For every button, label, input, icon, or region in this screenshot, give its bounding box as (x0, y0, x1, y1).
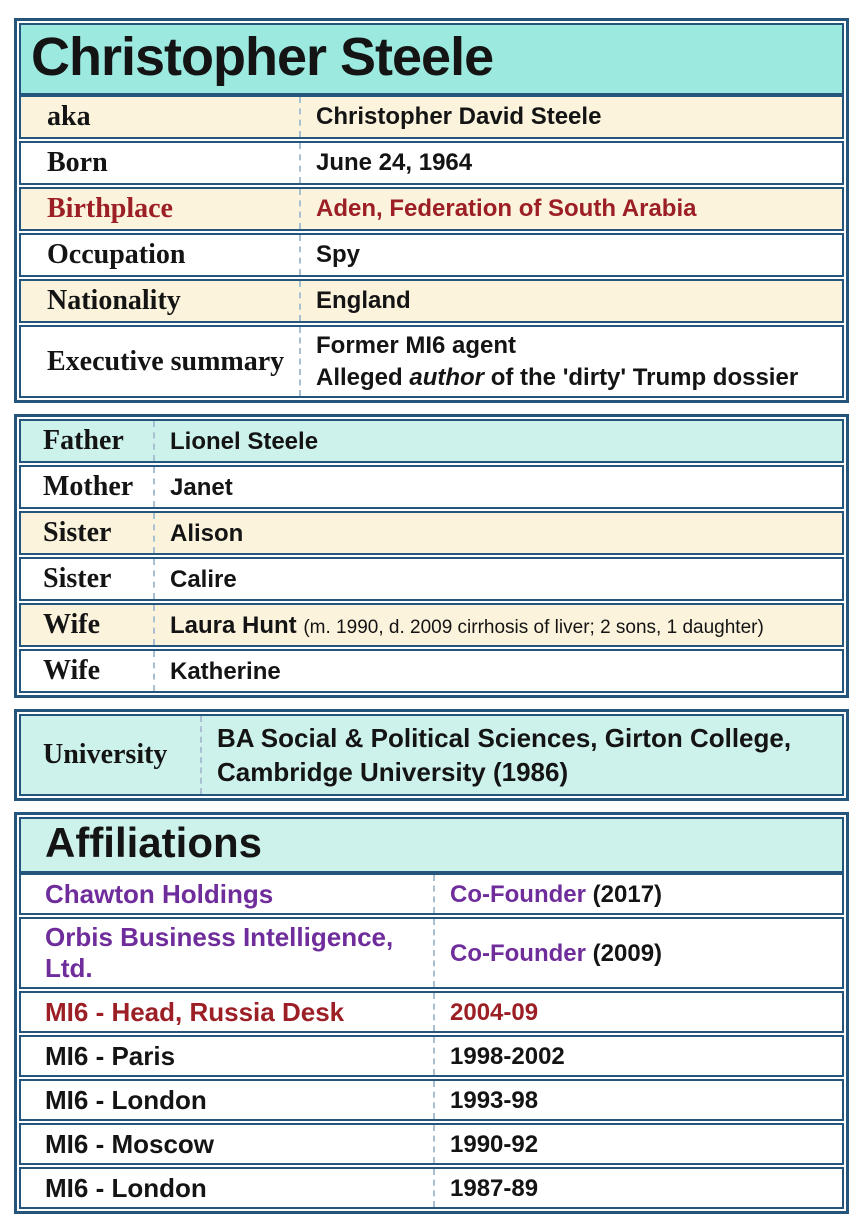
profile-title-row (19, 23, 844, 95)
label-text: Birthplace (47, 193, 173, 224)
profile-row-value (299, 281, 842, 321)
affiliations-row-label (21, 1081, 433, 1119)
value-text (316, 239, 360, 271)
text-segment: Spy (316, 241, 361, 269)
affiliations-row (19, 873, 844, 915)
text-segment: Calire (170, 565, 237, 593)
profile-row-label (21, 281, 299, 321)
affiliations-row (19, 1123, 844, 1165)
label-text: MI6 - London (45, 1084, 207, 1115)
text-segment: 1993-98 (450, 1086, 539, 1114)
label-text: Sister (43, 563, 112, 595)
affiliations-row-label (21, 1169, 433, 1207)
label-text: Mother (43, 471, 134, 503)
value-text (170, 610, 764, 642)
text-segment: (2009) (585, 939, 663, 967)
value-text (450, 1129, 538, 1161)
text-segment: Katherine (170, 657, 281, 685)
text-segment: Co-Founder (450, 939, 586, 967)
label-text: Born (47, 147, 108, 178)
label-text: MI6 - Paris (45, 1040, 176, 1071)
value-text (316, 285, 411, 317)
profile-row-label (21, 327, 299, 396)
label-text: Wife (43, 655, 101, 687)
value-text (170, 472, 233, 504)
text-segment: 2004-09 (450, 998, 539, 1026)
education-rows (19, 714, 844, 796)
profile-rows (19, 95, 844, 398)
education-row-label (21, 716, 200, 794)
value-text (316, 330, 798, 393)
affiliations-row (19, 1035, 844, 1077)
family-row-label (21, 467, 153, 507)
profile-row-label (21, 235, 299, 275)
profile-row-label (21, 189, 299, 229)
family-row (19, 603, 844, 647)
affiliations-row-label (21, 875, 433, 913)
family-row-value (153, 605, 842, 645)
affiliations-row (19, 991, 844, 1033)
label-text: Nationality (47, 285, 181, 316)
affiliations-row-label (21, 1125, 433, 1163)
text-segment: Christopher David Steele (316, 103, 602, 131)
text-segment: BA Social & Political Sciences, Girton College, Cambridge University (1986) (217, 723, 792, 788)
affiliations-row-value (433, 875, 842, 913)
label-text: Wife (43, 609, 101, 641)
education-section (14, 709, 849, 801)
family-row-value (153, 559, 842, 599)
value-text (450, 879, 662, 911)
text-segment: Lionel Steele (170, 427, 319, 455)
value-text (450, 1041, 565, 1073)
text-segment: of the 'dirty' Trump dossier (484, 363, 799, 391)
profile-row-value (299, 235, 842, 275)
affiliations-row (19, 917, 844, 989)
affiliations-title-row (19, 817, 844, 873)
value-text (170, 426, 318, 458)
value-text (316, 147, 472, 179)
affiliations-row (19, 1167, 844, 1209)
affiliations-row-label (21, 919, 433, 987)
text-segment: 1998-2002 (450, 1042, 565, 1070)
affiliations-row (19, 1079, 844, 1121)
family-row-value (153, 421, 842, 461)
family-row-value (153, 467, 842, 507)
family-row (19, 557, 844, 601)
profile-section (14, 18, 849, 403)
profile-row-label (21, 143, 299, 183)
text-segment: 1990-92 (450, 1130, 539, 1158)
text-segment: Alleged (316, 363, 410, 391)
label-text: Father (43, 425, 124, 457)
affiliations-row-value (433, 1125, 842, 1163)
text-segment: author (409, 363, 485, 391)
value-text (450, 938, 662, 970)
affiliations-row-value (433, 1037, 842, 1075)
affiliations-title: Affiliations (45, 819, 262, 867)
family-row-label (21, 421, 153, 461)
page-title: Christopher Steele (31, 26, 494, 87)
education-row (19, 714, 844, 796)
affiliations-row-label (21, 993, 433, 1031)
label-text: Executive summary (47, 345, 285, 377)
label-text: MI6 - Head, Russia Desk (45, 996, 345, 1027)
text-segment: Janet (170, 473, 233, 501)
value-text (170, 518, 243, 550)
family-row (19, 419, 844, 463)
text-segment: (2017) (585, 880, 663, 908)
label-text: MI6 - Moscow (45, 1128, 215, 1159)
family-row-value (153, 651, 842, 691)
affiliations-row-value (433, 1169, 842, 1207)
profile-row (19, 141, 844, 185)
label-text: Chawton Holdings (45, 878, 274, 909)
affiliations-row-value (433, 993, 842, 1031)
profile-row-label (21, 97, 299, 137)
text-segment: Aden, Federation of South Arabia (316, 195, 697, 223)
text-segment: (m. 1990, d. 2009 cirrhosis of liver; 2 sons, 1 daughter) (303, 616, 764, 638)
affiliations-section (14, 812, 849, 1214)
text-segment: Former MI6 agent (316, 332, 517, 359)
family-rows (19, 419, 844, 693)
affiliations-row-value (433, 919, 842, 987)
value-text (170, 564, 237, 596)
value-text (316, 193, 696, 225)
profile-row-value (299, 97, 842, 137)
text-segment: England (316, 287, 411, 315)
family-section (14, 414, 849, 698)
family-row (19, 465, 844, 509)
profile-row (19, 95, 844, 139)
family-row-label (21, 651, 153, 691)
label-text: Sister (43, 517, 112, 549)
text-segment: Laura Hunt (170, 611, 304, 639)
affiliations-row-label (21, 1037, 433, 1075)
family-row-label (21, 559, 153, 599)
value-text (450, 1085, 538, 1117)
value-text (217, 721, 834, 790)
label-text: MI6 - London (45, 1172, 207, 1203)
education-row-value (200, 716, 842, 794)
value-text (316, 101, 601, 133)
family-row-label (21, 513, 153, 553)
profile-row (19, 325, 844, 398)
profile-row (19, 279, 844, 323)
family-row-label (21, 605, 153, 645)
text-segment: 1987-89 (450, 1174, 539, 1202)
family-row (19, 649, 844, 693)
affiliations-row-value (433, 1081, 842, 1119)
value-text (450, 997, 538, 1029)
profile-row (19, 187, 844, 231)
profile-row-value (299, 143, 842, 183)
text-segment: June 24, 1964 (316, 149, 473, 177)
text-segment: Co-Founder (450, 880, 586, 908)
affiliations-rows (19, 873, 844, 1209)
label-text: Orbis Business Intelligence, Ltd. (45, 922, 394, 984)
profile-row (19, 233, 844, 277)
label-text: Occupation (47, 239, 186, 270)
label-text: aka (47, 101, 91, 132)
text-segment: Alison (170, 519, 244, 547)
family-row (19, 511, 844, 555)
value-text (170, 656, 281, 688)
family-row-value (153, 513, 842, 553)
label-text: University (43, 739, 168, 771)
profile-row-value (299, 189, 842, 229)
profile-row-value (299, 327, 842, 396)
